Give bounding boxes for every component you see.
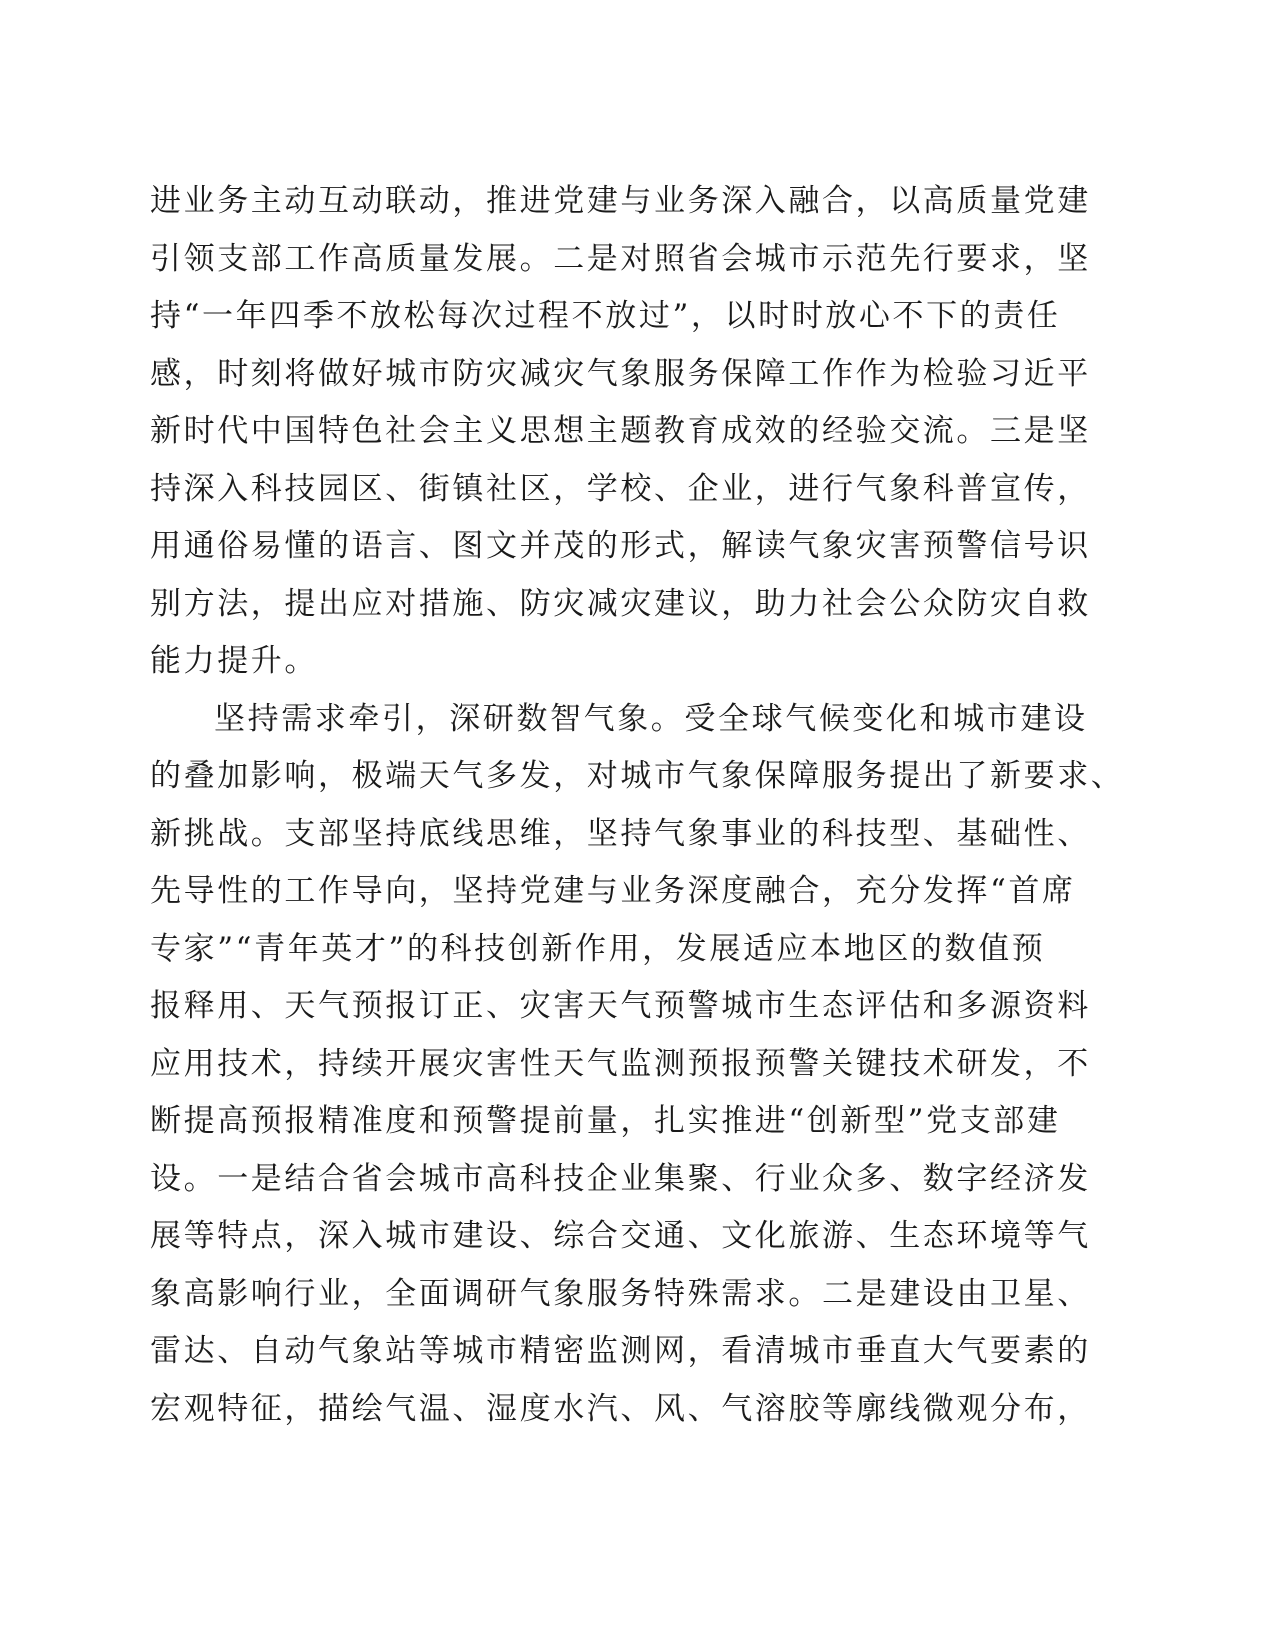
text-line: 别方法，提出应对措施、防灾减灾建议，助力社会公众防灾自救	[150, 585, 1091, 622]
text-line: 能力提升。	[150, 643, 318, 679]
paragraph-start-line: 坚持需求牵引，深研数智气象。受全球气候变化和城市建设	[214, 700, 1088, 737]
text-line: 宏观特征，描绘气温、湿度水汽、风、气溶胶等廓线微观分布，	[150, 1390, 1091, 1427]
text-line: 展等特点，深入城市建设、综合交通、文化旅游、生态环境等气	[150, 1218, 1091, 1254]
text-line: 报释用、天气预报订正、灾害天气预警城市生态评估和多源资料	[150, 988, 1091, 1024]
text-line: 专家”“青年英才”的科技创新作用，发展适应本地区的数值预	[150, 930, 1046, 967]
text-line: 新时代中国特色社会主义思想主题教育成效的经验交流。三是坚	[150, 413, 1091, 449]
text-line: 进业务主动互动联动，推进党建与业务深入融合，以高质量党建	[150, 183, 1091, 219]
text-line: 雷达、自动气象站等城市精密监测网，看清城市垂直大气要素的	[150, 1333, 1091, 1369]
text-line: 先导性的工作导向，坚持党建与业务深度融合，充分发挥“首席	[150, 873, 1076, 909]
text-line: 引领支部工作高质量发展。二是对照省会城市示范先行要求，坚	[150, 240, 1091, 277]
text-line: 的叠加影响，极端天气多发，对城市气象保障服务提出了新要求、	[150, 758, 1125, 794]
body-text	[150, 173, 1125, 1438]
text-line: 新挑战。支部坚持底线思维，坚持气象事业的科技型、基础性、	[150, 815, 1091, 852]
text-line: 感，时刻将做好城市防灾减灾气象服务保障工作作为检验习近平	[150, 355, 1091, 392]
text-line: 象高影响行业，全面调研气象服务特殊需求。二是建设由卫星、	[150, 1275, 1091, 1312]
text-line: 应用技术，持续开展灾害性天气监测预报预警关键技术研发，不	[150, 1045, 1091, 1082]
text-line: 用通俗易懂的语言、图文并茂的形式，解读气象灾害预警信号识	[150, 528, 1091, 564]
text-line: 持深入科技园区、街镇社区，学校、企业，进行气象科普宣传，	[150, 470, 1091, 507]
text-line: 断提高预报精准度和预警提前量，扎实推进“创新型”党支部建	[150, 1103, 1061, 1139]
text-line: 持“一年四季不放松每次过程不放过”，以时时放心不下的责任	[150, 298, 1061, 334]
text-line: 设。一是结合省会城市高科技企业集聚、行业众多、数字经济发	[150, 1160, 1091, 1197]
